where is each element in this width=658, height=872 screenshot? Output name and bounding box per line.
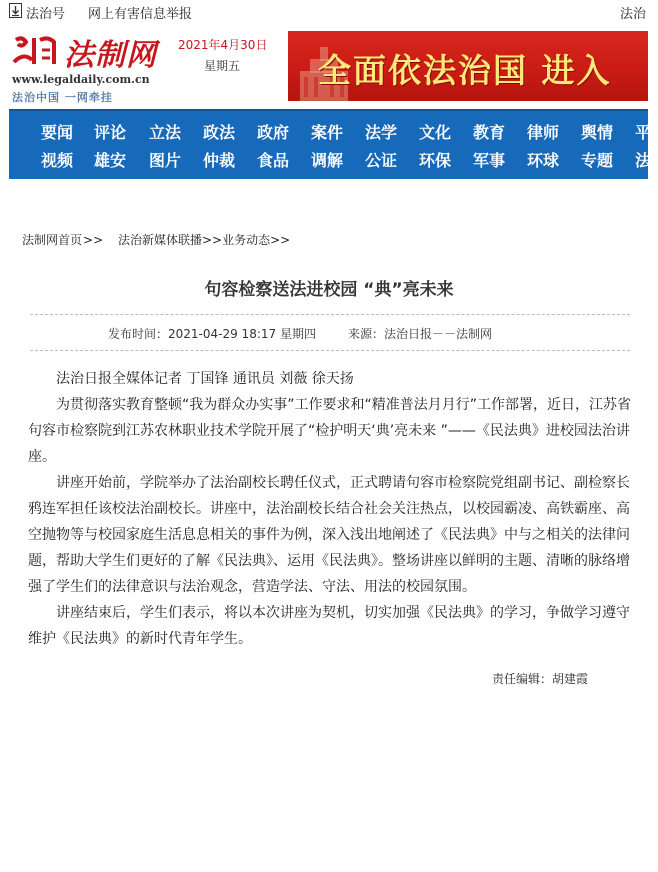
nav-item[interactable]: 雄安 — [94, 151, 127, 170]
article-title: 句容检察送法进校园 “典”亮未来 — [204, 280, 454, 300]
logo-title: 法制网 — [64, 38, 157, 73]
nav-item[interactable]: 食品 — [257, 151, 290, 170]
nav-item[interactable]: 要闻 — [41, 123, 74, 142]
current-date: 2021年4月30日 — [178, 38, 268, 52]
divider — [30, 314, 630, 315]
banner-slogan: 全面依法治国 进入 — [318, 51, 612, 90]
nav-item[interactable]: 调解 — [311, 151, 344, 170]
nav-item[interactable]: 法 — [635, 151, 652, 170]
breadcrumb-section[interactable]: 法治新媒体联播 — [117, 233, 202, 247]
nav-item[interactable]: 军事 — [473, 151, 506, 170]
nav-item[interactable]: 公证 — [365, 151, 398, 170]
breadcrumb-separator: >> — [270, 233, 291, 247]
nav-item[interactable]: 视频 — [41, 151, 74, 170]
top-bar — [0, 0, 648, 24]
responsible-editor: 责任编辑：胡建霞 — [492, 672, 589, 686]
current-weekday: 星期五 — [204, 59, 241, 73]
breadcrumb-separator: >> — [83, 233, 104, 247]
site-logo[interactable] — [10, 30, 157, 105]
breadcrumb — [22, 231, 290, 248]
fazhihao-link[interactable]: 法治号 — [26, 7, 66, 22]
nav-item[interactable]: 文化 — [419, 123, 452, 142]
main-nav — [9, 109, 652, 179]
breadcrumb-separator: >> — [201, 233, 223, 247]
nav-item[interactable]: 评论 — [94, 123, 127, 142]
article-body — [28, 366, 634, 652]
article-source: 来源：法治日报－－法制网 — [348, 327, 493, 341]
nav-item[interactable]: 立法 — [149, 123, 182, 142]
logo-url: www.legaldaily.com.cn — [12, 73, 150, 86]
nav-item[interactable]: 仲裁 — [203, 151, 236, 170]
nav-item[interactable]: 图片 — [149, 151, 182, 170]
article-paragraph: 为贯彻落实教育整顿“我为群众办实事”工作要求和“精准普法月月行”工作部署，近日，江苏省句容市检察院到江苏农林职业技术学院开展了“检护明天‘典’亮未来 ”——《民法典》进校园法治讲座。 — [28, 397, 632, 465]
nav-item[interactable]: 舆情 — [581, 123, 614, 142]
article-byline: 法治日报全媒体记者 丁国锋 通讯员 刘薇 徐天扬 — [56, 371, 354, 387]
nav-item[interactable]: 平 — [635, 123, 652, 142]
nav-item[interactable]: 政法 — [203, 123, 236, 142]
breadcrumb-home[interactable]: 法制网首页 — [22, 233, 83, 247]
nav-item[interactable]: 法学 — [365, 123, 398, 142]
nav-item[interactable]: 案件 — [311, 123, 344, 142]
divider — [30, 350, 630, 351]
download-icon[interactable] — [9, 3, 22, 18]
breadcrumb-sub[interactable]: 业务动态 — [222, 233, 271, 247]
article-paragraph: 讲座开始前，学院举办了法治副校长聘任仪式，正式聘请句容市检察院党组副书记、副检察长鸦连军担任该校法治副校长。讲座中，法治副校长结合社会关注热点，以校园霸凌、高铁霸座、高空抛物等与校园家庭生活息息相关的事件为例，深入浅出地阐述了《民法典》中与之相关的法律问题，帮助大学生们更好的了解《民法典》、运用《民法典》。整场讲座以鲜明的主题、清晰的脉络增强了学生们的法律意识与法治观念，营造学法、守法、用法的校园氛围。 — [28, 475, 630, 595]
nav-item[interactable]: 环保 — [419, 151, 452, 170]
nav-item[interactable]: 专题 — [581, 151, 614, 170]
topbar-right-link[interactable]: 法治 — [620, 7, 647, 22]
nav-item[interactable]: 律师 — [527, 123, 560, 142]
publish-time: 发布时间：2021-04-29 18:17 星期四 — [108, 327, 316, 341]
report-harmful-info-link[interactable]: 网上有害信息举报 — [88, 7, 193, 22]
nav-item[interactable]: 政府 — [257, 123, 290, 142]
nav-item[interactable]: 教育 — [473, 123, 506, 142]
logo-slogan: 法治中国 一网牵挂 — [12, 91, 113, 104]
nav-item[interactable]: 环球 — [527, 151, 560, 170]
logo-mark-icon — [12, 34, 58, 68]
header-banner[interactable] — [288, 31, 648, 101]
article-paragraph: 讲座结束后，学生们表示，将以本次讲座为契机，切实加强《民法典》的学习，争做学习遵守维护《民法典》的新时代青年学生。 — [28, 605, 630, 647]
